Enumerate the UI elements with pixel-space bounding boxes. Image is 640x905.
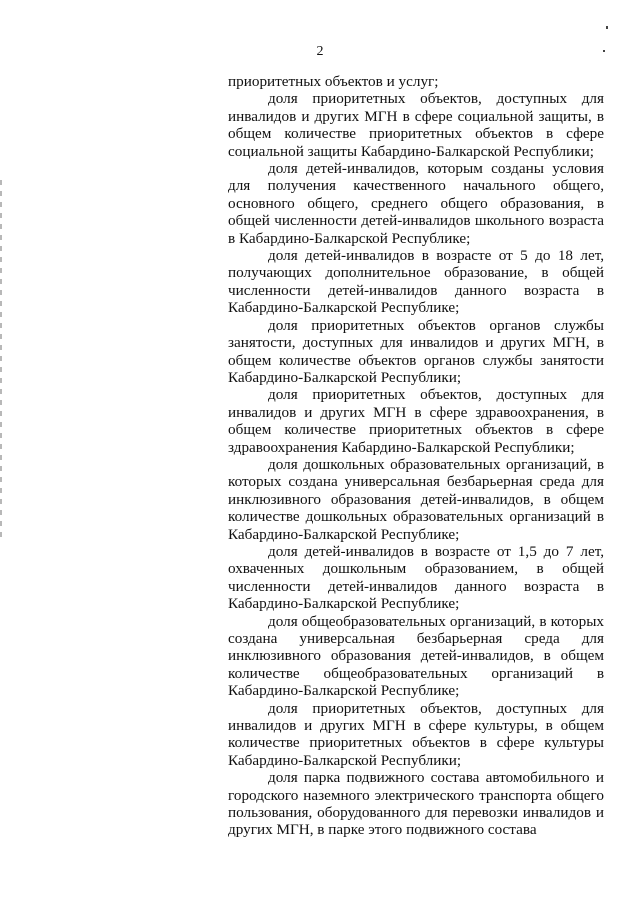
- binding-edge: [0, 180, 2, 540]
- scan-mark: [606, 26, 608, 29]
- document-body: [228, 73, 604, 839]
- paragraph: доля приоритетных объектов, доступных для инвалидов и других МГН в сфере социальной защиты, в общем количестве приоритетных объектов в сфере социальной защиты Кабардино-Балкарской Республики;: [228, 90, 604, 160]
- paragraph: доля детей-инвалидов в возрасте от 5 до 18 лет, получающих дополнительное образование, в общей численности детей-инвалидов данного возраста в Кабардино-Балкарской Республике;: [228, 247, 604, 317]
- paragraph: доля детей-инвалидов в возрасте от 1,5 до 7 лет, охваченных дошкольным образованием, в общей численности детей-инвалидов данного возраста в Кабардино-Балкарской Республике;: [228, 542, 604, 613]
- paragraph: приоритетных объектов и услуг;: [228, 73, 439, 90]
- paragraph: доля приоритетных объектов органов службы занятости, доступных для инвалидов и других МГН, в общем количестве объектов органов службы занятости Кабардино-Балкарской Республики;: [228, 316, 604, 386]
- paragraph: доля приоритетных объектов, доступных для инвалидов и других МГН в сфере здравоохранения, в общем количестве приоритетных объектов в сфере здравоохранения Кабардино-Балкарской Республики;: [228, 386, 604, 456]
- paragraph: доля детей-инвалидов, которым созданы условия для получения качественного начального общего, основного общего, среднего общего образования, в общей численности детей-инвалидов школьного возраста в Кабардино-Балкарской Республике;: [228, 160, 604, 247]
- scan-mark: [603, 50, 605, 52]
- page-number: 2: [316, 44, 324, 59]
- paragraph: доля парка подвижного состава автомобильного и городского наземного электрического транспорта общего пользования, оборудованного для перевозки инвалидов и других МГН, в парке этого подвижного состава: [228, 769, 604, 839]
- paragraph: доля дошкольных образовательных организаций, в которых создана универсальная безбарьерная среда для инклюзивного образования детей-инвалидов, в общем количестве дошкольных образовательных организаций в Кабардино-Балкарской Республике;: [228, 455, 604, 543]
- paragraph: доля общеобразовательных организаций, в которых создана универсальная безбарьерная среда для инклюзивного образования детей-инвалидов, в общем количестве общеобразовательных организаций в Кабардино-Балкарской Республике;: [228, 612, 604, 700]
- paragraph: доля приоритетных объектов, доступных для инвалидов и других МГН в сфере культуры, в общем количестве приоритетных объектов в сфере культуры Кабардино-Балкарской Республики;: [228, 699, 604, 769]
